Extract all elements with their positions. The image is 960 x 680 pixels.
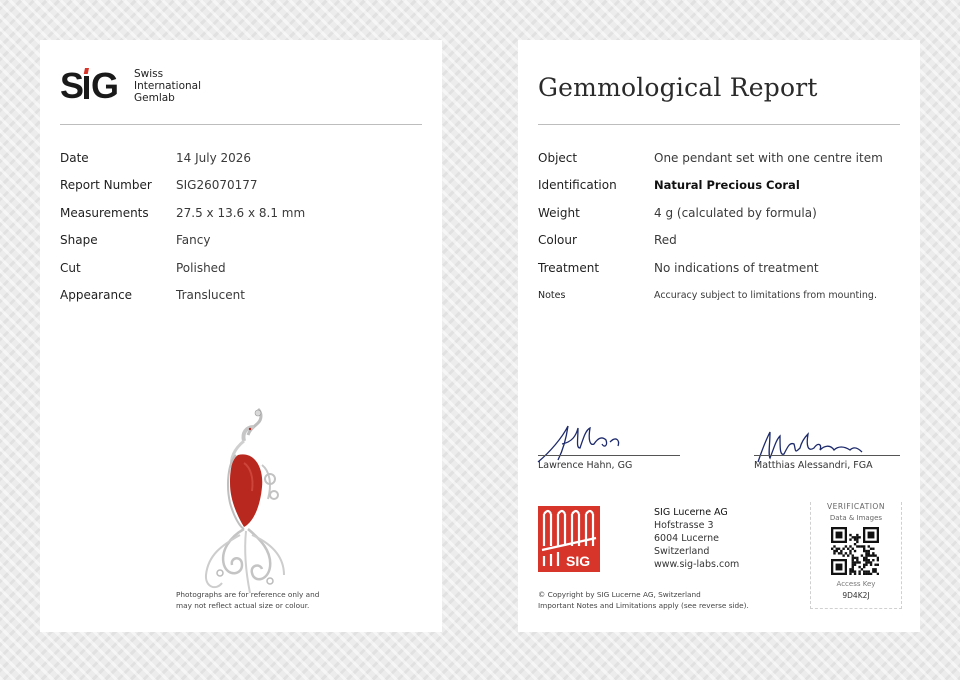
detail-row bbox=[60, 151, 430, 178]
detail-row bbox=[60, 178, 430, 205]
detail-label: Colour bbox=[538, 233, 577, 248]
detail-value: 4 g (calculated by formula) bbox=[654, 205, 817, 220]
report-right-panel bbox=[518, 40, 920, 632]
company-name: SIG Lucerne AG bbox=[654, 507, 728, 518]
detail-label: Appearance bbox=[60, 287, 133, 302]
access-key-value: 9D4K2J bbox=[842, 591, 870, 600]
detail-label: Identification bbox=[538, 178, 617, 193]
detail-value: Polished bbox=[176, 260, 226, 275]
detail-label: Report Number bbox=[60, 178, 152, 193]
copyright-line: © Copyright by SIG Lucerne AG, Switzerland bbox=[538, 590, 701, 599]
identification-details bbox=[538, 151, 908, 315]
lab-name-line: Swiss bbox=[134, 68, 164, 80]
detail-value: 27.5 x 13.6 x 8.1 mm bbox=[176, 205, 306, 220]
copyright-line: Important Notes and Limitations apply (see reverse side). bbox=[538, 600, 749, 610]
identification-value: Natural Precious Coral bbox=[654, 178, 800, 193]
detail-label: Measurements bbox=[60, 205, 149, 220]
lab-name-line: Gemlab bbox=[134, 92, 175, 104]
detail-label: Notes bbox=[538, 289, 566, 301]
lab-name-line: International bbox=[134, 80, 202, 92]
detail-label: Treatment bbox=[538, 260, 600, 275]
detail-value: Accuracy subject to limitations from mounting. bbox=[654, 289, 877, 301]
detail-row bbox=[60, 288, 430, 315]
svg-text:SIG: SIG bbox=[566, 553, 591, 569]
photo-disclaimer-line: Photographs are for reference only and bbox=[176, 590, 320, 599]
detail-row bbox=[538, 206, 908, 233]
detail-row bbox=[60, 233, 430, 260]
detail-value: SIG26070177 bbox=[176, 178, 258, 193]
signatory-name: Lawrence Hahn, GG bbox=[538, 460, 633, 471]
verification-subtitle: Data & Images bbox=[829, 514, 883, 522]
sig-logo bbox=[60, 68, 122, 102]
detail-label: Object bbox=[538, 151, 578, 165]
lab-website: www.sig-labs.com bbox=[654, 559, 740, 570]
lab-name bbox=[134, 68, 201, 104]
detail-value: Fancy bbox=[176, 233, 211, 248]
detail-row bbox=[60, 206, 430, 233]
address-street: Hofstrasse 3 bbox=[654, 520, 714, 531]
address-country: Switzerland bbox=[654, 546, 710, 557]
svg-text:G: G bbox=[91, 68, 120, 102]
sig-lucerne-logo bbox=[538, 506, 600, 572]
header-divider bbox=[60, 124, 422, 125]
detail-row bbox=[538, 151, 908, 178]
detail-row bbox=[538, 233, 908, 260]
detail-value: One pendant set with one centre item bbox=[654, 151, 883, 165]
access-key-label: Access Key bbox=[836, 580, 876, 588]
verification-box bbox=[810, 502, 902, 609]
detail-label: Shape bbox=[60, 233, 98, 248]
copyright-notice bbox=[538, 590, 749, 611]
verification-title: VERIFICATION bbox=[811, 502, 901, 511]
detail-value: Translucent bbox=[176, 287, 245, 302]
detail-label: Weight bbox=[538, 205, 580, 220]
signatory-name: Matthias Alessandri, FGA bbox=[754, 460, 873, 471]
signature-line bbox=[538, 455, 680, 456]
lab-address bbox=[654, 506, 739, 571]
detail-label: Date bbox=[60, 151, 89, 165]
signature-line bbox=[754, 455, 900, 456]
detail-row bbox=[538, 178, 908, 205]
detail-row bbox=[538, 261, 908, 288]
report-left-panel bbox=[40, 40, 442, 632]
title-divider bbox=[538, 124, 900, 125]
pendant-photo bbox=[200, 405, 290, 601]
stone-details bbox=[60, 151, 430, 315]
address-city: 6004 Lucerne bbox=[654, 533, 720, 544]
photo-disclaimer bbox=[176, 590, 319, 611]
detail-row bbox=[60, 261, 430, 288]
detail-value: 14 July 2026 bbox=[176, 151, 252, 165]
detail-label: Cut bbox=[60, 260, 81, 275]
notes-row bbox=[538, 288, 908, 315]
svg-text:S: S bbox=[60, 68, 84, 102]
detail-value: No indications of treatment bbox=[654, 260, 819, 275]
qr-code[interactable] bbox=[831, 527, 879, 575]
photo-disclaimer-line: may not reflect actual size or colour. bbox=[176, 600, 310, 610]
report-title: Gemmological Report bbox=[538, 73, 818, 102]
detail-value: Red bbox=[654, 233, 677, 248]
